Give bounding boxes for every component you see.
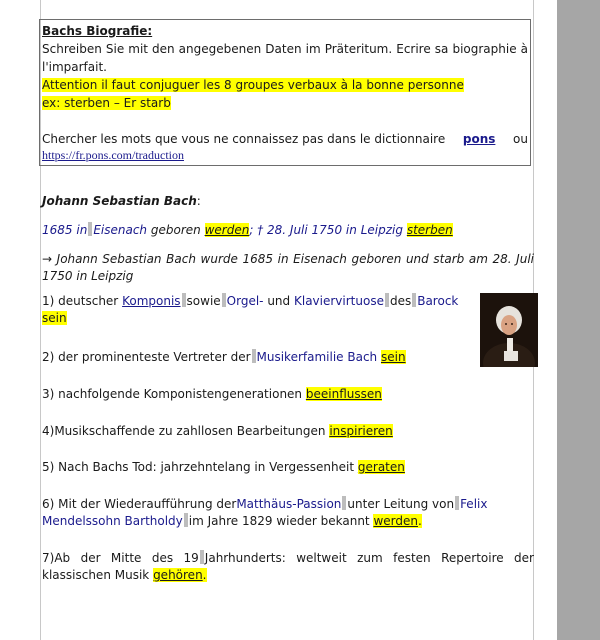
heading: Johann Sebastian Bach: bbox=[42, 194, 201, 208]
item-1: 1) deutscher Komponis sowie Orgel- und Klaviervirtuose des Barock sein bbox=[42, 294, 459, 325]
pons-url[interactable]: https://fr.pons.com/traduction bbox=[42, 148, 184, 162]
pons-link[interactable]: pons bbox=[462, 132, 496, 146]
item-5: 5) Nach Bachs Tod: jahrzehntelang in Vergessenheit geraten bbox=[42, 460, 405, 474]
item-6: 6) Mit der Wiederaufführung derMatthäus-Passion unter Leitung von Felix Mendelssohn Bartholdy im Jahre 1829 wieder bekannt werden. bbox=[42, 497, 488, 528]
item-3: 3) nachfolgende Komponistengenerationen beeinflussen bbox=[42, 387, 382, 401]
item-7: 7)Ab der Mitte des 19 Jahrhunderts: weltweit zum festen Repertoire der klassischen Musik gehören. bbox=[42, 551, 534, 582]
box-title: Bachs Biografie: bbox=[42, 24, 153, 38]
example-answer: → Johann Sebastian Bach wurde 1685 in Eisenach geboren und starb am 28. Juli 1750 in Leipzig bbox=[42, 252, 534, 283]
facts-line: 1685 in Eisenach geboren werden; † 28. Juli 1750 in Leipzig sterben bbox=[42, 223, 453, 237]
box-attention: Attention il faut conjuguer les 8 groupes verbaux à la bonne personne bbox=[42, 78, 464, 92]
box-example: ex: sterben – Er starb bbox=[42, 96, 171, 110]
item-2: 2) der prominenteste Vertreter der Musikerfamilie Bach sein bbox=[42, 350, 406, 364]
instructions-box bbox=[39, 19, 531, 166]
gray-margin-right bbox=[557, 0, 600, 640]
box-instruction: Schreiben Sie mit den angegebenen Daten im Präteritum. Ecrire sa biographie à l'imparfait. bbox=[42, 42, 528, 74]
item-4: 4)Musikschaffende zu zahllosen Bearbeitungen inspirieren bbox=[42, 424, 393, 438]
box-dictionary-line: Chercher les mots que vous ne connaissez pas dans le dictionnaire pons ou bbox=[42, 132, 528, 146]
